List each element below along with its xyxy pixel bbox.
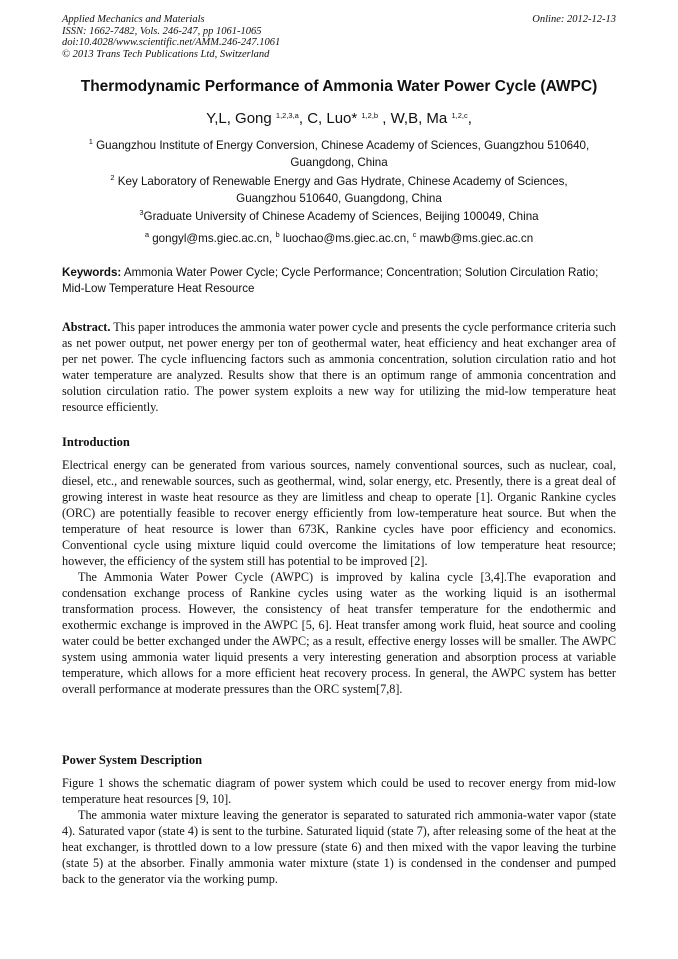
abstract-text: This paper introduces the ammonia water power cycle and presents the cycle performance criteria such as net power output, net power energy per ton of geothermal water, heat efficiency and heat exchanger area of per net power. The cycle influencing factors such as ammonia concentration, solution circulation ratio and hot water temperature are analyzed. Results show that there is an optimum range of ammonia concentration and solution circulation ratio. The power system exploits a new way for utilizing the mid-low temperature heat resource efficiently. <box>62 320 616 414</box>
affil-text-cont: Guangzhou 510640, Guangdong, China <box>236 192 442 205</box>
affil-text-cont: Guangdong, China <box>290 156 388 169</box>
section-heading-introduction: Introduction <box>62 435 130 449</box>
affil-text: Key Laboratory of Renewable Energy and Gas Hydrate, Chinese Academy of Sciences, <box>114 175 568 188</box>
author-list <box>40 110 638 127</box>
author-name: Y,L, Gong <box>206 110 276 127</box>
email-text: mawb@ms.giec.ac.cn <box>416 232 534 245</box>
journal-name: Applied Mechanics and Materials <box>62 14 205 25</box>
issn-line: ISSN: 1662-7482, Vols. 246-247, pp 1061-1065 <box>62 25 262 37</box>
author-name: W,B, Ma <box>390 110 452 127</box>
introduction-body <box>62 457 616 697</box>
affiliation-3 <box>62 208 616 225</box>
paragraph: Figure 1 shows the schematic diagram of power system which could be used to recover energy from mid-low temperature heat resources [9, 10]. <box>62 776 616 806</box>
online-date: Online: 2012-12-13 <box>532 14 616 25</box>
author-affil-mark: 1,2,b <box>361 111 379 120</box>
email-text: luochao@ms.giec.ac.cn, <box>279 232 413 245</box>
paragraph: The Ammonia Water Power Cycle (AWPC) is improved by kalina cycle [3,4].The evaporation and condensation exchange process of Rankine cycles using water as the working liquid is an isothermal transformation process. However, the consistency of heat transfer temperature for the endothermic and exothermic exchange is improved in the AWPC [5, 6]. Heat transfer among work fluid, heat source and cooling water could be better exchanged under the AWPC; as a result, effective energy losses will be smaller. The AWPC system using ammonia water liquid presents a very interesting generation and absorption process at variable temperature, which allows for a more efficient heat recovery process. In general, the AWPC system has better overall performance at moderate pressures than the ORC system[7,8]. <box>62 570 616 696</box>
affil-mark: 1 <box>88 137 93 146</box>
author-affil-mark: 1,2,3,a <box>275 111 299 120</box>
email-mark: a <box>144 230 150 239</box>
section-heading-power-system: Power System Description <box>62 753 203 767</box>
affiliation-1 <box>62 137 616 171</box>
affil-text: Graduate University of Chinese Academy of Sciences, Beijing 100049, China <box>143 210 539 223</box>
power-system-body <box>62 775 616 887</box>
paper-title: Thermodynamic Performance of Ammonia Water Power Cycle (AWPC) <box>80 78 598 95</box>
keywords-label: Keywords: <box>62 266 122 279</box>
author-separator: , <box>378 110 391 127</box>
keywords <box>62 265 616 297</box>
email-mark: c <box>412 230 417 239</box>
author-separator: , <box>298 110 308 127</box>
abstract <box>62 319 616 415</box>
keywords-text: Ammonia Water Power Cycle; Cycle Performance; Concentration; Solution Circulation Ratio; Mid-Low Temperature Heat Resource <box>62 266 599 295</box>
email-text: gongyl@ms.giec.ac.cn, <box>149 232 276 245</box>
author-affil-mark: 1,2,c <box>451 111 468 120</box>
affil-text: Guangzhou Institute of Energy Conversion, Chinese Academy of Sciences, Guangzhou 510640, <box>92 139 590 152</box>
doi-line: doi:10.4028/www.scientific.net/AMM.246-247.1061 <box>62 37 281 48</box>
abstract-label: Abstract. <box>62 320 111 334</box>
email-mark: b <box>275 230 280 239</box>
journal-header <box>62 14 616 60</box>
paragraph: The ammonia water mixture leaving the generator is separated to saturated rich ammonia-water vapor (state 4). Saturated vapor (state 4) is sent to the turbine. Saturated liquid (state 7), after releasing some of the heat at the heat exchanger, is throttled down to a low pressure (state 6) and then mixed with the vapor leaving the turbine (state 5) at the absorber. Finally ammonia water mixture (state 1) is condensed in the condenser and pumped back to the generator via the working pump. <box>62 808 616 886</box>
paragraph: Electrical energy can be generated from various sources, namely conventional sources, such as nuclear, coal, diesel, etc., and renewable sources, such as geothermal, wind, solar energy, etc. Presently, there is a great deal of growing interest in waste heat resource as they are limitless and cheap to operate [1]. Organic Rankine cycles (ORC) are potentially feasible to recover energy efficiently from low-temperature heat source. But when the temperature of heat resource is lower than 673K, Rankine cycles have poor efficiency and economics. Conventional cycle using mixture liquid could overcome the limitations of low temperature heat resource; however, the efficiency of the system still has potential to be improved [2]. <box>62 458 616 568</box>
copyright-line: © 2013 Trans Tech Publications Ltd, Switzerland <box>62 48 270 60</box>
author-separator: , <box>467 110 472 127</box>
affiliation-2 <box>62 173 616 207</box>
email-list <box>62 230 616 247</box>
author-name: C, Luo* <box>307 110 362 127</box>
affil-mark: 2 <box>110 173 115 182</box>
affil-mark: 3 <box>139 208 144 217</box>
